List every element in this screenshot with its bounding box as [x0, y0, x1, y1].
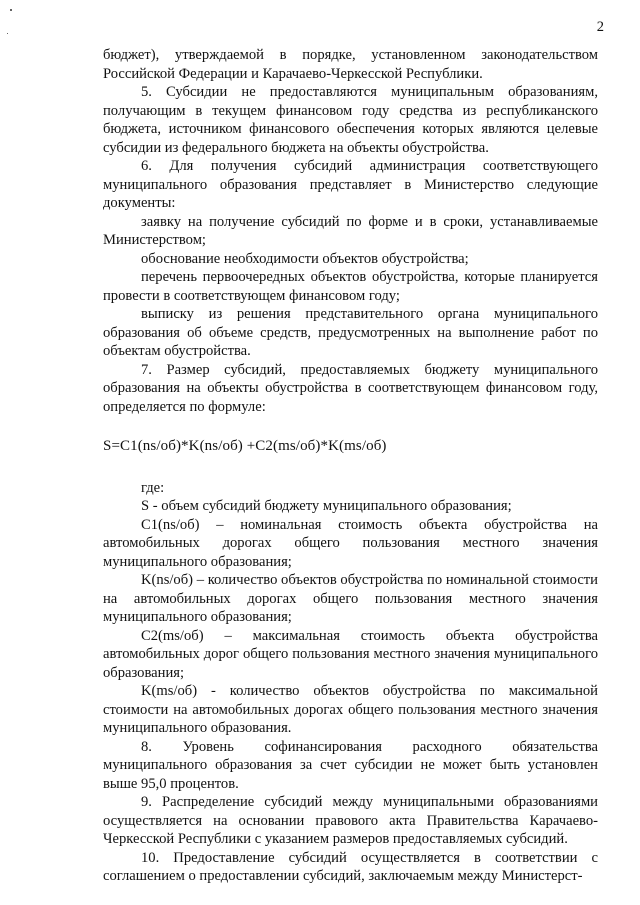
page-number: 2 — [596, 19, 604, 35]
paragraph-item-10: 10. Предоставление субсидий осуществляется в соответствии с соглашением о предоставлении субсидий, заключаемым между Министерст- — [103, 849, 598, 884]
paragraph-item-7: 7. Размер субсидий, предоставляемых бюджету муниципального образования на объекты обустройства в соответствующем финансовом году, определяется по формуле: — [103, 361, 598, 415]
definition-c2: C2(ms/об) – максимальная стоимость объекта обустройства автомобильных дорог общего пользования местного значения муниципального образования; — [103, 627, 598, 681]
document-list-item: обоснование необходимости объектов обустройства; — [141, 250, 469, 267]
definition-c1: C1(ns/об) – номинальная стоимость объекта обустройства на автомобильных дорогах общего пользования местного значения муниципального образования; — [103, 516, 598, 570]
paragraph-item-6: 6. Для получения субсидий администрация соответствующего муниципального образования представляет в Министерство следующие документы: — [103, 158, 598, 211]
definition-k-ns: K(ns/об) – количество объектов обустройства по номинальной стоимости на автомобильных дорогах общего пользования местного значения муниципального образования; — [103, 572, 598, 625]
document-list-item: выписку из решения представительного органа муниципального образования об объеме средств, предусмотренных на выполнение работ по объектам обустройства. — [103, 306, 598, 359]
paragraph-item-5: 5. Субсидии не предоставляются муниципальным образованиям, получающим в текущем финансовом году средства из республиканского бюджета, источником финансового обеспечения которых являются целевые субсидии из федерального бюджета на объекты обустройства. — [103, 84, 598, 156]
document-list-item: перечень первоочередных объектов обустройства, которые планируется провести в соответствующем финансовом году; — [103, 269, 598, 304]
where-label: где: — [141, 479, 165, 496]
scan-speck — [7, 33, 8, 34]
document-body — [103, 46, 598, 886]
definition-s: S - объем субсидий бюджету муниципального образования; — [141, 498, 512, 514]
document-list-item: заявку на получение субсидий по форме и в сроки, устанавливаемые Министерством; — [103, 213, 598, 248]
subsidy-formula: S=C1(ns/об)*K(ns/об) +C2(ms/об)*K(ms/об) — [103, 438, 387, 454]
paragraph-item-8: 8. Уровень софинансирования расходного обязательства муниципального образования за счет субсидии не может быть установлен выше 95,0 процентов. — [103, 738, 598, 792]
paragraph-continuation: бюджет), утверждаемой в порядке, установленном законодательством Российской Федерации и Карачаево-Черкесской Республики. — [103, 47, 598, 82]
definition-k-ms: K(ms/об) - количество объектов обустройства по максимальной стоимости на автомобильных дорогах общего пользования местного значения муниципального образования. — [103, 683, 598, 736]
scan-speck — [10, 9, 12, 11]
paragraph-item-9: 9. Распределение субсидий между муниципальными образованиями осуществляется на основании правового акта Правительства Карачаево-Черкесской Республики с указанием размеров предоставляемых субсидий. — [103, 794, 598, 847]
